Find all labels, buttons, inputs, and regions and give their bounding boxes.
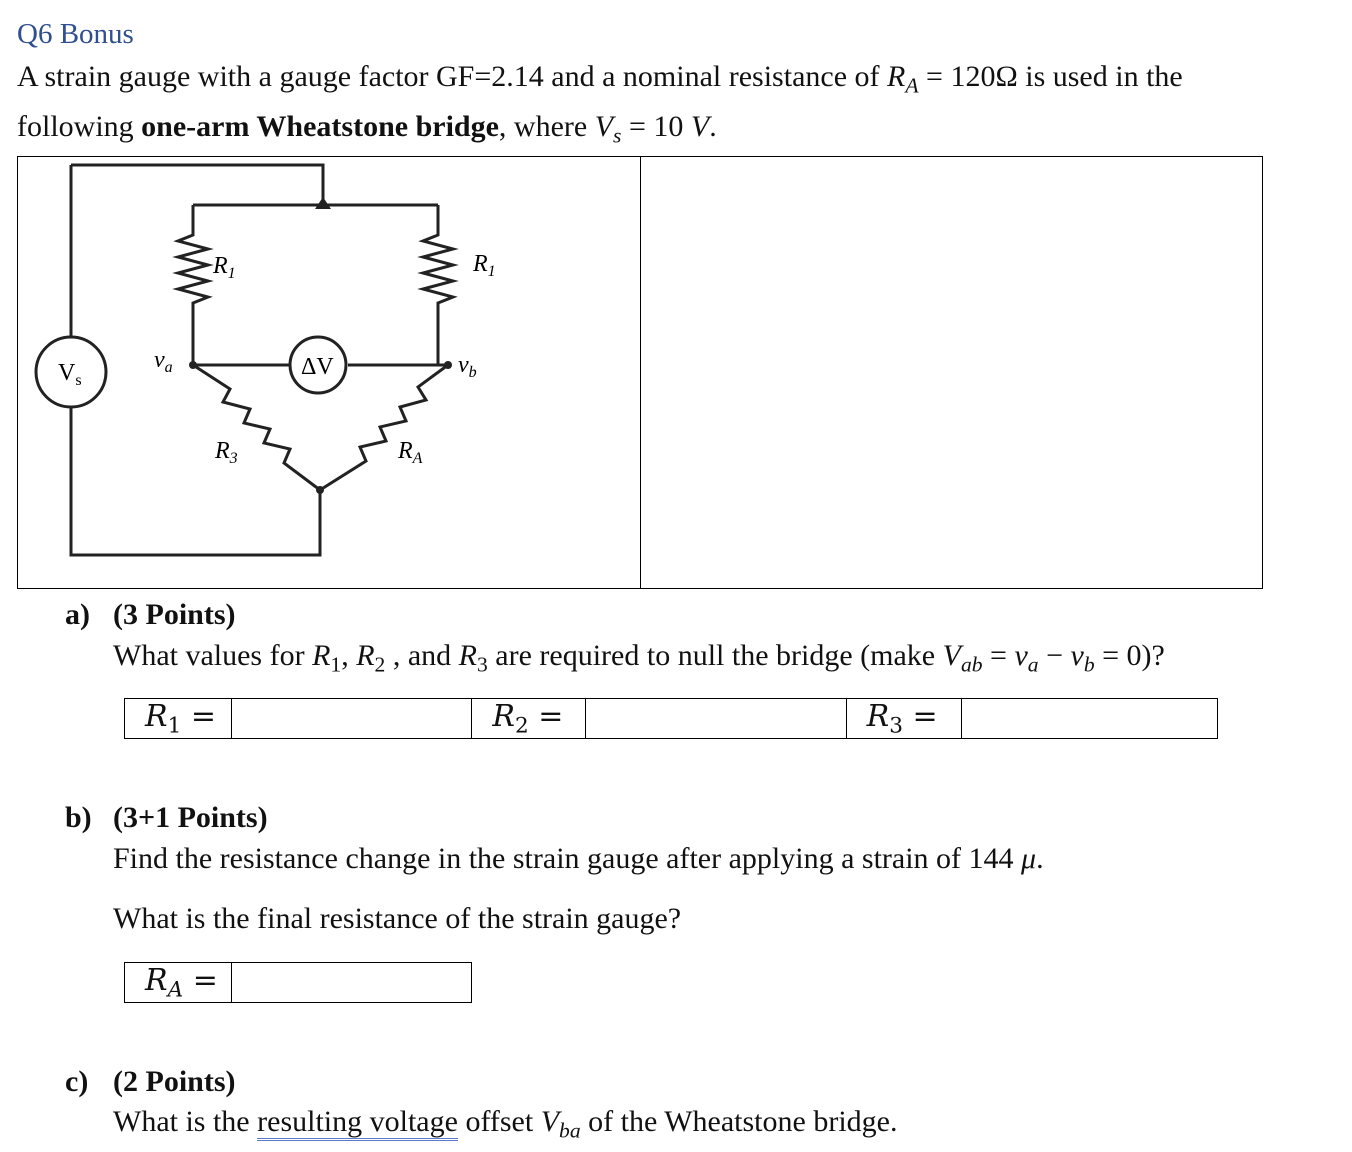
intro-text: following (17, 110, 142, 144)
intro-text: = 10 (621, 110, 691, 144)
figure-table (17, 156, 1263, 589)
vb-label: $v_b$ (458, 352, 477, 381)
q-text: are required to null the bridge (make (487, 639, 943, 672)
ra-subscript: A (905, 73, 919, 98)
vab-sym: V (942, 639, 961, 672)
intro-paragraph (17, 56, 1337, 157)
r1-right-resistor (423, 205, 453, 365)
r1-sub: 1 (330, 652, 342, 677)
q-text: offset (457, 1105, 541, 1138)
part-b-question-2: What is the final resistance of the strain gauge? (113, 902, 682, 935)
q-text: , and (385, 639, 459, 672)
part-a-answer-table (124, 698, 1218, 739)
r3-sub: 3 (477, 652, 488, 677)
vs-label: $V_s$ (58, 360, 82, 389)
r2-answer-input[interactable] (586, 699, 846, 739)
top-wire (71, 165, 323, 202)
vba-sub: ba (559, 1118, 581, 1143)
q-text: of the Wheatstone bridge. (580, 1105, 898, 1138)
r1-left-resistor (178, 205, 208, 365)
r1-left-label: $R_1$ (213, 253, 236, 282)
ra-answer-input[interactable] (232, 963, 472, 1003)
q-text: Find the resistance change in the strain gauge after applying a strain of 144 (113, 842, 1022, 875)
q-text: , (341, 639, 357, 672)
vs-unit: V (690, 110, 710, 144)
part-a-points: (3 Points) (113, 598, 236, 631)
vba-sym: V (540, 1105, 560, 1138)
q-text: − (1038, 639, 1071, 672)
intro-text: . (709, 110, 717, 144)
delta-v-label: ΔV (301, 354, 334, 380)
ra-answer-label: $R_A$ = (125, 963, 232, 1003)
vab-sub: ab (960, 652, 983, 677)
bridge-type: one-arm Wheatstone bridge (141, 110, 499, 144)
va-label: $v_a$ (154, 347, 173, 376)
wheatstone-bridge-diagram (18, 157, 640, 588)
r1-right-label: $R_1$ (473, 251, 496, 280)
r1-answer-input[interactable] (231, 699, 471, 739)
micro-symbol: μ (1021, 842, 1037, 875)
empty-figure-cell (641, 157, 1262, 588)
q-text: = 0)? (1094, 639, 1165, 672)
q-text: = (982, 639, 1015, 672)
underlined-phrase: resulting voltage (257, 1105, 458, 1141)
r3-answer-label: $R_3$ = (846, 699, 961, 739)
part-b-question-1 (113, 842, 1044, 876)
part-b-points: (3+1 Points) (113, 801, 268, 834)
part-a-question (113, 639, 1165, 677)
node-vb (444, 361, 452, 369)
intro-text: , where (498, 110, 595, 144)
node-va (189, 361, 197, 369)
r3-answer-input[interactable] (961, 699, 1217, 739)
node-bottom (316, 486, 324, 494)
part-c-question (113, 1105, 897, 1143)
part-a-letter: a) (65, 598, 90, 631)
intro-text: A strain gauge with a gauge factor GF=2.14 and a nominal resistance of (17, 60, 887, 93)
vb-sym: v (1070, 639, 1084, 672)
q-text: What values for (113, 639, 313, 672)
part-c-letter: c) (65, 1065, 89, 1098)
r2-sym: R (356, 639, 375, 672)
va-sym: v (1014, 639, 1028, 672)
r1-answer-label: $R_1$ = (125, 699, 232, 739)
part-c-points: (2 Points) (113, 1065, 236, 1098)
question-heading: Q6 Bonus (17, 18, 134, 50)
r2-sub: 2 (374, 652, 386, 677)
va-sub: a (1027, 652, 1039, 677)
vb-sub: b (1083, 652, 1095, 677)
q-text: What is the (113, 1105, 258, 1138)
ra-label: $R_A$ (398, 438, 423, 467)
bottom-wire (71, 407, 320, 555)
q-text: . (1036, 842, 1044, 875)
intro-text: = 120Ω is used in the (918, 60, 1183, 93)
vs-symbol: V (594, 110, 614, 144)
part-b-answer-table (124, 962, 472, 1003)
circuit-cell (18, 157, 641, 588)
vs-subscript: s (613, 123, 622, 148)
r1-sym: R (312, 639, 331, 672)
r3-sym: R (458, 639, 477, 672)
part-b-letter: b) (65, 801, 92, 834)
ra-symbol: R (887, 60, 906, 93)
contact-arrow (315, 197, 331, 209)
r2-answer-label: $R_2$ = (472, 699, 586, 739)
r3-label: $R_3$ (215, 438, 238, 467)
